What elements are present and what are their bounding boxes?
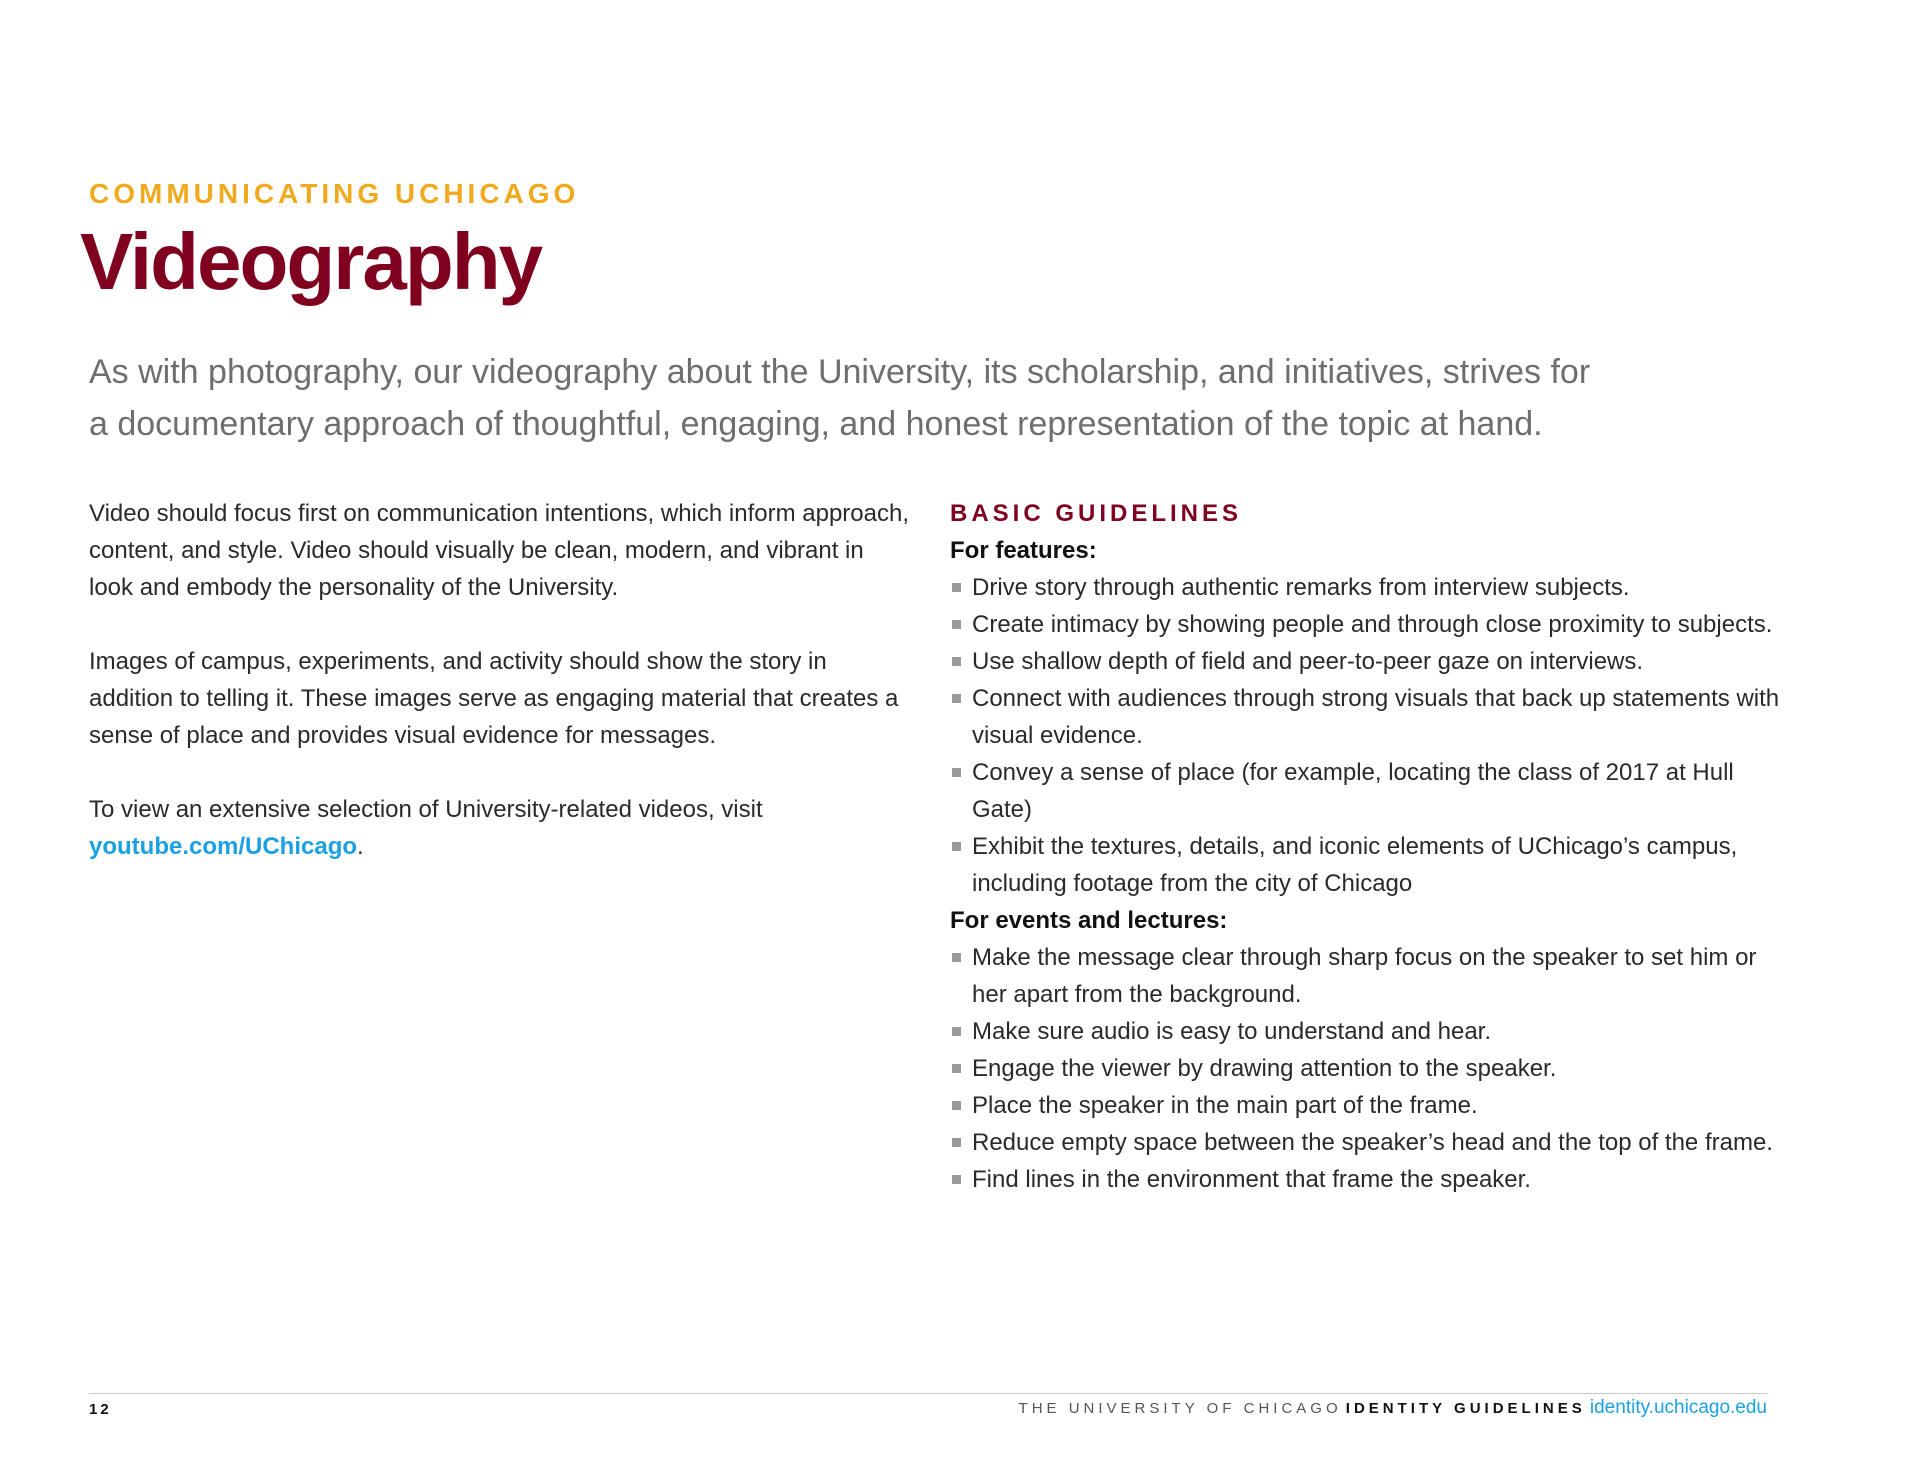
- bullet-square-icon: [952, 842, 961, 851]
- features-heading: For features:: [950, 537, 1097, 564]
- list-item-text: Place the speaker in the main part of the frame.: [972, 1092, 1478, 1119]
- guidelines-column: [950, 495, 1780, 1198]
- section-eyebrow: COMMUNICATING UCHICAGO: [89, 178, 580, 209]
- body-paragraph-text: To view an extensive selection of University-related videos, visit: [89, 796, 763, 823]
- body-paragraph-end: .: [357, 833, 364, 860]
- footer-university: THE UNIVERSITY OF CHICAGO: [1018, 1400, 1342, 1417]
- bullet-square-icon: [952, 1027, 961, 1036]
- bullet-square-icon: [952, 583, 961, 592]
- list-item-text: Use shallow depth of field and peer-to-peer gaze on interviews.: [972, 648, 1644, 675]
- intro-line: As with photography, our videography about the University, its scholarship, and initiatives, strives for: [89, 353, 1591, 391]
- bullet-square-icon: [952, 1175, 961, 1184]
- list-item-text: Exhibit the textures, details, and iconic elements of UChicago’s campus, including footage from the city of Chicago: [972, 833, 1738, 897]
- intro-statement: [89, 346, 1789, 450]
- list-item-text: Engage the viewer by drawing attention to the speaker.: [972, 1055, 1557, 1082]
- page-title: Videography: [80, 217, 542, 306]
- list-item-text: Drive story through authentic remarks from interview subjects.: [972, 574, 1630, 601]
- body-paragraph: Video should focus first on communication intentions, which inform approach, content, and style. Video should visually be clean, modern, and vibrant in look and embody the personality of the University.: [89, 500, 909, 601]
- list-item-text: Make the message clear through sharp focus on the speaker to set him or her apart from the background.: [972, 944, 1757, 1008]
- list-item-text: Create intimacy by showing people and through close proximity to subjects.: [972, 611, 1773, 638]
- list-item-text: Connect with audiences through strong visuals that back up statements with visual evidence.: [972, 685, 1780, 749]
- bullet-square-icon: [952, 1064, 961, 1073]
- list-item-text: Reduce empty space between the speaker’s head and the top of the frame.: [972, 1129, 1773, 1156]
- list-item: [950, 828, 1780, 902]
- page-number: 12: [89, 1401, 112, 1418]
- events-heading: For events and lectures:: [950, 907, 1228, 934]
- list-item: [950, 1161, 1780, 1198]
- intro-line: a documentary approach of thoughtful, engaging, and honest representation of the topic at hand.: [89, 405, 1543, 443]
- bullet-square-icon: [952, 1138, 961, 1147]
- list-item: [950, 569, 1780, 606]
- list-item: [950, 1087, 1780, 1124]
- body-paragraph: [89, 643, 909, 754]
- list-item-text: Convey a sense of place (for example, locating the class of 2017 at Hull Gate): [972, 759, 1734, 823]
- youtube-link[interactable]: youtube.com/UChicago: [89, 833, 358, 860]
- list-item: [950, 1050, 1780, 1087]
- footer-credit: [1019, 1397, 1767, 1419]
- list-item: [950, 606, 1780, 643]
- bullet-square-icon: [952, 768, 961, 777]
- list-item: [950, 754, 1780, 828]
- list-item-text: Make sure audio is easy to understand and hear.: [972, 1018, 1491, 1045]
- bullet-square-icon: [952, 657, 961, 666]
- list-item-text: Find lines in the environment that frame the speaker.: [972, 1166, 1531, 1193]
- list-item: [950, 643, 1780, 680]
- list-item: [950, 1124, 1780, 1161]
- footer-divider: [89, 1393, 1767, 1394]
- left-column: [89, 495, 909, 902]
- footer-url-link[interactable]: identity.uchicago.edu: [1589, 1397, 1767, 1418]
- body-paragraph: [89, 791, 909, 865]
- list-item: [950, 1013, 1780, 1050]
- bullet-square-icon: [952, 694, 961, 703]
- events-list: [950, 939, 1780, 1198]
- body-paragraph-text: Images of campus, experiments, and activity should show the story in addition to telling it. These images serve as engaging material that creates a sense of place and provides visual evidence for messages.: [89, 648, 899, 749]
- list-item: [950, 939, 1780, 1013]
- features-list: [950, 569, 1780, 902]
- guidelines-heading: BASIC GUIDELINES: [950, 500, 1243, 527]
- bullet-square-icon: [952, 620, 961, 629]
- bullet-square-icon: [952, 953, 961, 962]
- bullet-square-icon: [952, 1101, 961, 1110]
- footer-guidelines: IDENTITY GUIDELINES: [1345, 1400, 1586, 1417]
- list-item: [950, 680, 1780, 754]
